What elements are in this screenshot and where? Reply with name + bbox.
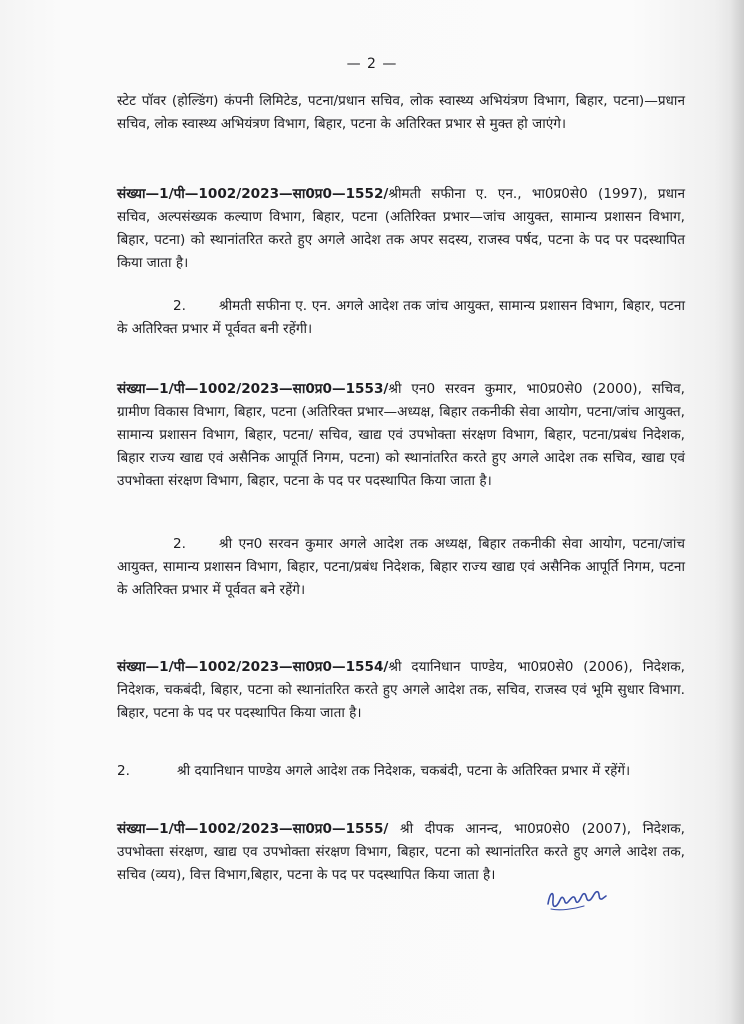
order-paragraph-1555 <box>117 818 685 887</box>
paragraph-text: श्री एन0 सरवन कुमार अगले आदेश तक अध्यक्ष, बिहार तकनीकी सेवा आयोग, पटना/जांच आयुक्त, सामान्य प्रशासन विभाग, बिहार, पटना/प्रबंध निदेशक, बिहार राज्य खाद्य एवं असैनिक आपूर्ति निगम, पटना के अतिरिक्त प्रभार में पूर्ववत बने रहेंगे। <box>117 536 685 598</box>
paragraph-text: श्रीमती सफीना ए. एन. अगले आदेश तक जांच आयुक्त, सामान्य प्रशासन विभाग, बिहार, पटना के अतिरिक्त प्रभार में पूर्ववत बनी रहेंगी। <box>117 298 685 337</box>
paragraph-number: 2. <box>173 536 186 552</box>
order-reference: संख्या—1/पी—1002/2023—सा0प्र0—1552/ <box>117 186 389 202</box>
order-reference: संख्या—1/पी—1002/2023—सा0प्र0—1555/ <box>117 821 389 837</box>
signature-mark <box>540 878 610 918</box>
sub-paragraph-1552-2 <box>117 295 685 341</box>
sub-paragraph-1554-2 <box>117 760 685 783</box>
paragraph-text: श्री दयानिधान पाण्डेय अगले आदेश तक निदेशक, चकबंदी, पटना के अतिरिक्त प्रभार में रहेंगें। <box>177 763 631 779</box>
page-number: — 2 — <box>346 56 398 72</box>
page-edge-shadow <box>730 0 744 1024</box>
paragraph-text: स्टेट पॉवर (होल्डिंग) कंपनी लिमिटेड, पटना/प्रधान सचिव, लोक स्वास्थ्य अभियंत्रण विभाग, बिहार, पटना)—प्रधान सचिव, लोक स्वास्थ्य अभियंत्रण विभाग, बिहार, पटना के अतिरिक्त प्रभार से मुक्त हो जाएंगे। <box>117 93 685 132</box>
order-reference: संख्या—1/पी—1002/2023—सा0प्र0—1553/ <box>117 381 389 397</box>
paragraph-text: श्री दीपक आनन्द, भा0प्र0से0 (2007), निदेशक, उपभोक्ता संरक्षण, खाद्य एव उपभोक्ता संरक्षण विभाग, बिहार, पटना को स्थानांतरित करते हुए अगले आदेश तक, सचिव (व्यय), वित्त विभाग,बिहार, पटना के पद पर पदस्थापित किया जाता है। <box>117 821 685 883</box>
order-reference: संख्या—1/पी—1002/2023—सा0प्र0—1554/ <box>117 659 389 675</box>
paragraph-text: श्रीमती सफीना ए. एन., भा0प्र0से0 (1997), प्रधान सचिव, अल्पसंख्यक कल्याण विभाग, बिहार, पटना (अतिरिक्त प्रभार—जांच आयुक्त, सामान्य प्रशासन विभाग, बिहार, पटना) को स्थानांतरित करते हुए अगले आदेश तक अपर सदस्य, राजस्व पर्षद, पटना के पद पर पदस्थापित किया जाता है। <box>117 186 685 271</box>
order-paragraph-1554 <box>117 656 685 725</box>
order-paragraph-1553 <box>117 378 685 493</box>
paragraph-number: 2. <box>117 763 130 779</box>
paragraph-text: श्री दयानिधान पाण्डेय, भा0प्र0से0 (2006), निदेशक, निदेशक, चकबंदी, बिहार, पटना को स्थानांतरित करते हुए अगले आदेश तक, सचिव, राजस्व एवं भूमि सुधार विभाग. बिहार, पटना के पद पर पदस्थापित किया जाता है। <box>117 659 685 721</box>
sub-paragraph-1553-2 <box>117 533 685 602</box>
paragraph-continuation <box>117 90 685 136</box>
paragraph-text: श्री एन0 सरवन कुमार, भा0प्र0से0 (2000), सचिव, ग्रामीण विकास विभाग, बिहार, पटना (अतिरिक्त प्रभार—अध्यक्ष, बिहार तकनीकी सेवा आयोग, पटना/जांच आयुक्त, सामान्य प्रशासन विभाग, बिहार, पटना/ सचिव, खाद्य एवं उपभोक्ता संरक्षण विभाग, बिहार, पटना/प्रबंध निदेशक, बिहार राज्य खाद्य एवं असैनिक आपूर्ति निगम, पटना) को स्थानांतरित करते हुए अगले आदेश तक सचिव, खाद्य एवं उपभोक्ता संरक्षण विभाग, बिहार, पटना के पद पर पदस्थापित किया जाता है। <box>117 381 685 489</box>
order-paragraph-1552 <box>117 183 685 275</box>
paragraph-number: 2. <box>173 298 186 314</box>
